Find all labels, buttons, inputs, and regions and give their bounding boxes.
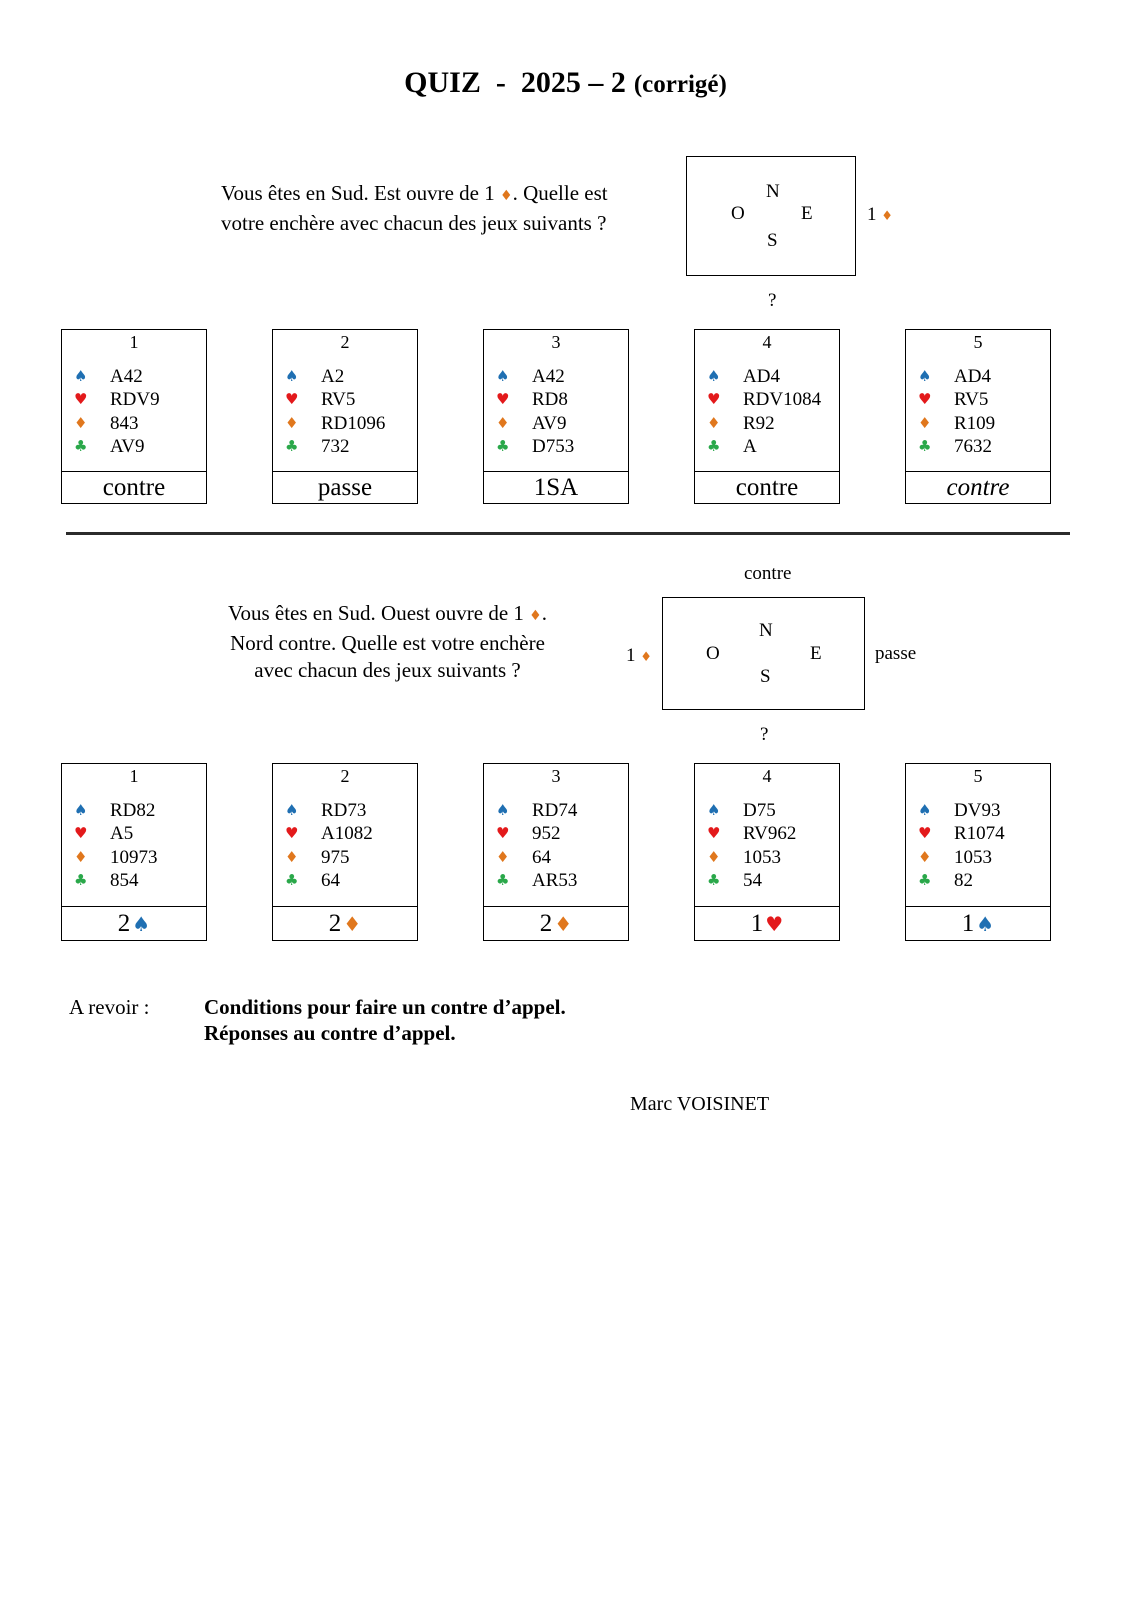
- diamond-icon: ♦: [707, 848, 721, 866]
- diamond-icon: ♦: [707, 414, 721, 432]
- hearts-holding: RV962: [743, 823, 797, 844]
- quiz2-hand-1: [61, 763, 207, 941]
- hearts-holding: A5: [110, 823, 134, 844]
- heart-icon: ♥: [496, 390, 510, 408]
- hearts-holding: A1082: [321, 823, 373, 844]
- diamond-icon: ♦: [918, 414, 932, 432]
- hand-answer: 1 ♠: [906, 906, 1050, 940]
- compass-east: E: [801, 203, 813, 224]
- quiz2-hand-5: [905, 763, 1051, 941]
- heart-icon: ♥: [707, 390, 721, 408]
- quiz2-prompt: Vous êtes en Sud. Ouest ouvre de 1 ♦. Nord contre. Quelle est votre enchère avec chacun des jeux suivants ?: [228, 601, 547, 682]
- hearts-holding: RDV9: [110, 389, 160, 410]
- spades-holding: A42: [110, 366, 143, 387]
- quiz1-hand-5: [905, 329, 1051, 504]
- spade-icon: ♠: [132, 912, 151, 936]
- clubs-holding: 854: [110, 870, 139, 891]
- quiz1-compass: [686, 156, 856, 276]
- diamond-icon: ♦: [496, 414, 510, 432]
- club-icon: ♣: [285, 871, 299, 889]
- diamonds-holding: 64: [532, 847, 551, 868]
- diamond-icon: ♦: [74, 848, 88, 866]
- spades-holding: D75: [743, 800, 776, 821]
- compass-north: N: [759, 620, 773, 641]
- club-icon: ♣: [496, 871, 510, 889]
- hand-answer: contre: [695, 471, 839, 503]
- diamond-icon: ♦: [343, 912, 362, 936]
- quiz2-north-bid: contre: [744, 563, 792, 584]
- quiz1-hand-1: [61, 329, 207, 504]
- club-icon: ♣: [918, 871, 932, 889]
- spades-holding: A2: [321, 366, 345, 387]
- section-divider: [66, 532, 1070, 535]
- hand-number: 5: [973, 332, 983, 352]
- diamonds-holding: 1053: [743, 847, 781, 868]
- hand-answer: 2 ♦: [484, 906, 628, 940]
- page-title: QUIZ - 2025 – 2 (corrigé): [404, 66, 727, 99]
- diamond-icon: ♦: [496, 848, 510, 866]
- quiz1-prompt: Vous êtes en Sud. Est ouvre de 1 ♦. Quelle est votre enchère avec chacun des jeux suivants ?: [221, 181, 608, 235]
- hearts-holding: R1074: [954, 823, 1005, 844]
- clubs-holding: 732: [321, 436, 350, 457]
- hearts-holding: RDV1084: [743, 389, 822, 410]
- hand-number: 2: [340, 766, 350, 786]
- club-icon: ♣: [707, 437, 721, 455]
- spades-holding: RD73: [321, 800, 367, 821]
- diamonds-holding: 10973: [110, 847, 158, 868]
- spade-icon: ♠: [707, 367, 721, 385]
- compass-east: E: [810, 643, 822, 664]
- hand-number: 2: [340, 332, 350, 352]
- compass-west: O: [731, 203, 745, 224]
- spade-icon: ♠: [707, 801, 721, 819]
- diamonds-holding: 975: [321, 847, 350, 868]
- hand-answer: passe: [273, 471, 417, 503]
- diamonds-holding: AV9: [532, 413, 567, 434]
- spades-holding: RD82: [110, 800, 156, 821]
- quiz2-compass: [662, 597, 865, 710]
- quiz1-hand-3: [483, 329, 629, 504]
- heart-icon: ♥: [918, 390, 932, 408]
- diamonds-holding: R92: [743, 413, 775, 434]
- spades-holding: AD4: [954, 366, 991, 387]
- quiz2-question-mark: ?: [760, 724, 769, 745]
- quiz1-east-bid: 1 ♦: [867, 204, 893, 225]
- quiz2-west-bid: 1 ♦: [626, 645, 652, 666]
- hand-answer: 2 ♠: [62, 906, 206, 940]
- hand-number: 4: [762, 766, 772, 786]
- spade-icon: ♠: [496, 367, 510, 385]
- diamond-icon: ♦: [554, 912, 573, 936]
- spade-icon: ♠: [74, 367, 88, 385]
- compass-north: N: [766, 181, 780, 202]
- clubs-holding: AV9: [110, 436, 145, 457]
- hearts-holding: 952: [532, 823, 561, 844]
- compass-west: O: [706, 643, 720, 664]
- hand-answer: 2 ♦: [273, 906, 417, 940]
- review-item: Conditions pour faire un contre d’appel.: [204, 995, 566, 1019]
- diamonds-holding: 1053: [954, 847, 992, 868]
- hand-number: 4: [762, 332, 772, 352]
- hand-number: 3: [551, 766, 561, 786]
- hearts-holding: RV5: [321, 389, 356, 410]
- club-icon: ♣: [496, 437, 510, 455]
- spade-icon: ♠: [918, 367, 932, 385]
- heart-icon: ♥: [285, 824, 299, 842]
- heart-icon: ♥: [918, 824, 932, 842]
- clubs-holding: D753: [532, 436, 575, 457]
- spade-icon: ♠: [496, 801, 510, 819]
- compass-south: S: [767, 230, 778, 251]
- heart-icon: ♥: [74, 390, 88, 408]
- diamond-icon: ♦: [918, 848, 932, 866]
- hand-answer: contre: [62, 471, 206, 503]
- hand-answer: 1SA: [484, 471, 628, 503]
- quiz1-hand-4: [694, 329, 840, 504]
- quiz2-hand-4: [694, 763, 840, 941]
- club-icon: ♣: [74, 437, 88, 455]
- spade-icon: ♠: [918, 801, 932, 819]
- compass-south: S: [760, 666, 771, 687]
- author-name: Marc VOISINET: [630, 1093, 770, 1115]
- club-icon: ♣: [74, 871, 88, 889]
- hearts-holding: RD8: [532, 389, 568, 410]
- heart-icon: ♥: [496, 824, 510, 842]
- spades-holding: A42: [532, 366, 565, 387]
- spade-icon: ♠: [285, 801, 299, 819]
- quiz2-east-bid: passe: [875, 643, 917, 664]
- clubs-holding: AR53: [532, 870, 578, 891]
- diamond-icon: ♦: [74, 414, 88, 432]
- spade-icon: ♠: [976, 912, 995, 936]
- heart-icon: ♥: [765, 912, 784, 936]
- heart-icon: ♥: [74, 824, 88, 842]
- club-icon: ♣: [707, 871, 721, 889]
- hand-number: 1: [129, 332, 139, 352]
- heart-icon: ♥: [707, 824, 721, 842]
- spade-icon: ♠: [285, 367, 299, 385]
- diamond-icon: ♦: [640, 650, 652, 665]
- clubs-holding: 82: [954, 870, 973, 891]
- club-icon: ♣: [918, 437, 932, 455]
- club-icon: ♣: [285, 437, 299, 455]
- review-item: Réponses au contre d’appel.: [204, 1021, 456, 1045]
- clubs-holding: 7632: [954, 436, 992, 457]
- spade-icon: ♠: [74, 801, 88, 819]
- diamond-icon: ♦: [285, 848, 299, 866]
- spades-holding: AD4: [743, 366, 780, 387]
- quiz2-hand-2: [272, 763, 418, 941]
- diamond-icon: ♦: [529, 608, 542, 624]
- hand-answer: contre: [906, 471, 1050, 503]
- hand-number: 5: [973, 766, 983, 786]
- quiz1-hand-2: [272, 329, 418, 504]
- quiz1-question-mark: ?: [768, 290, 777, 311]
- clubs-holding: 64: [321, 870, 340, 891]
- diamonds-holding: 843: [110, 413, 139, 434]
- spades-holding: RD74: [532, 800, 578, 821]
- diamonds-holding: RD1096: [321, 413, 386, 434]
- diamond-icon: ♦: [285, 414, 299, 432]
- quiz2-hand-3: [483, 763, 629, 941]
- diamond-icon: ♦: [500, 188, 513, 204]
- diamonds-holding: R109: [954, 413, 996, 434]
- review-label: A revoir :: [69, 995, 150, 1019]
- heart-icon: ♥: [285, 390, 299, 408]
- hand-number: 1: [129, 766, 139, 786]
- hand-answer: 1 ♥: [695, 906, 839, 940]
- hand-number: 3: [551, 332, 561, 352]
- hearts-holding: RV5: [954, 389, 989, 410]
- clubs-holding: A: [743, 436, 757, 457]
- spades-holding: DV93: [954, 800, 1001, 821]
- diamond-icon: ♦: [881, 209, 893, 224]
- clubs-holding: 54: [743, 870, 762, 891]
